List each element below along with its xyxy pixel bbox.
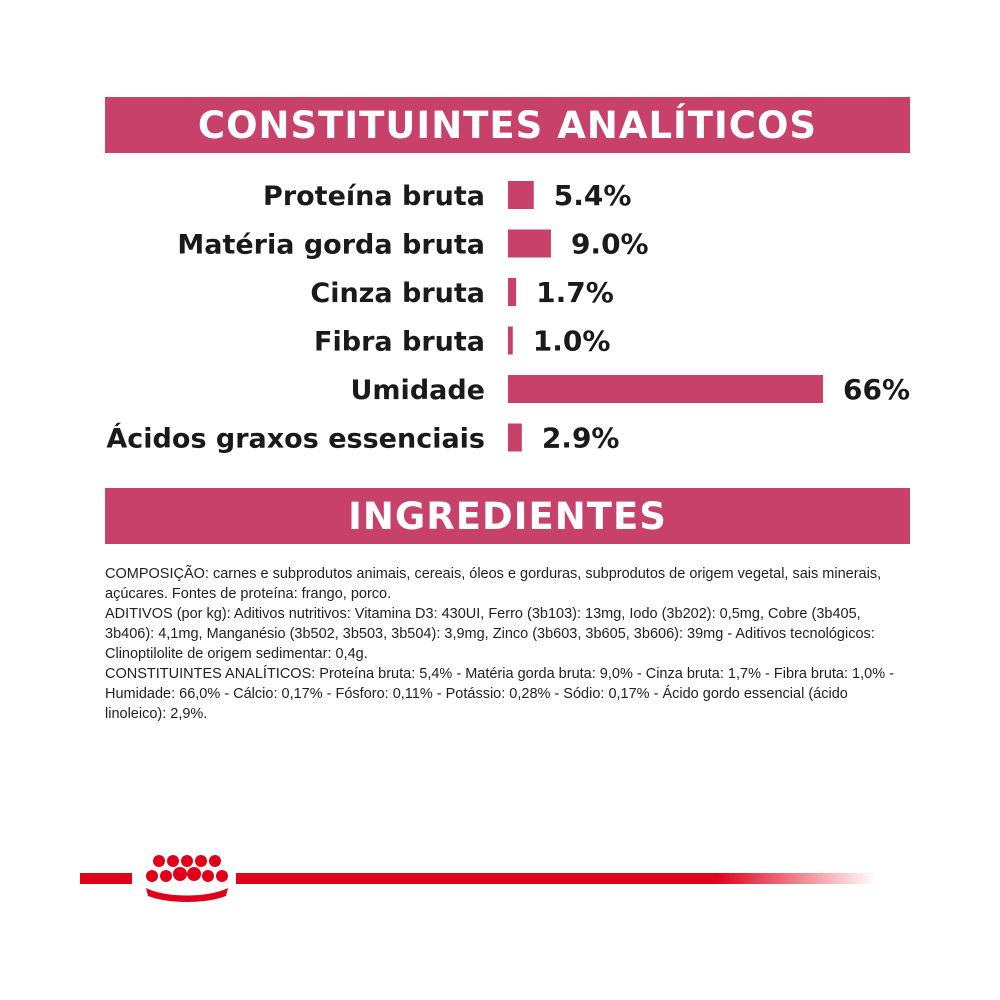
bar — [508, 375, 823, 403]
value-label: 2.9% — [541, 421, 620, 455]
ingredients-heading — [105, 488, 910, 544]
bar — [508, 181, 534, 209]
footer-line-right — [236, 873, 876, 884]
value-label: 1.7% — [536, 276, 614, 309]
category-label: Fibra bruta — [314, 326, 485, 358]
analytic-constituents-heading — [105, 97, 910, 153]
bar — [508, 278, 516, 306]
value-label: 9.0% — [570, 227, 649, 261]
category-label: Umidade — [350, 375, 485, 406]
category-label: Proteína bruta — [263, 181, 485, 212]
category-label: Matéria gorda bruta — [177, 229, 485, 261]
footer-brand-line — [0, 840, 1000, 920]
value-label: 5.4% — [553, 179, 632, 212]
analytic-heading-text: CONSTITUINTES ANALÍTICOS — [197, 103, 818, 147]
crown-icon — [146, 855, 228, 902]
composition-paragraph: COMPOSIÇÃO: carnes e subprodutos animais, cereais, óleos e gorduras, subprodutos de origem vegetal, sais minerais, açúcares. Fontes de proteína: frango, porco. — [105, 566, 882, 602]
analytic-constituents-paragraph: CONSTITUINTES ANALÍTICOS: Proteína bruta: 5,4% - Matéria gorda bruta: 9,0% - Cinza bruta: 1,7% - Fibra bruta: 1,0% - Humidade: 66,0% - Cálcio: 0,17% - Fósforo: 0,11% - Potássio: 0,28% - Sódio: 0,17% - Ácido gordo essencial (ácido linoleico): 2,9%. — [105, 666, 894, 722]
value-label: 1.0% — [532, 324, 611, 358]
value-label: 66% — [843, 373, 911, 406]
footer-line-left — [80, 873, 132, 884]
bar — [508, 230, 551, 258]
additives-paragraph: ADITIVOS (por kg): Aditivos nutritivos: Vitamina D3: 430UI, Ferro (3b103): 13mg, Iodo (3b202): 0,5mg, Cobre (3b405, 3b406): 4,1mg, Manganésio (3b502, 3b503, 3b504): 3,9mg, Zinco (3b603, 3b605, 3b606): 39mg - Aditivos tecnológicos: Clinoptilolite de origem sedimentar: 0,4g. — [105, 606, 875, 662]
analytic-bar-chart — [0, 170, 1000, 470]
bar — [508, 327, 513, 355]
category-label: Ácidos graxos essenciais — [106, 423, 485, 455]
ingredients-text — [105, 564, 905, 724]
bar — [508, 424, 522, 452]
ingredients-heading-text: INGREDIENTES — [348, 494, 667, 538]
category-label: Cinza bruta — [310, 278, 485, 309]
